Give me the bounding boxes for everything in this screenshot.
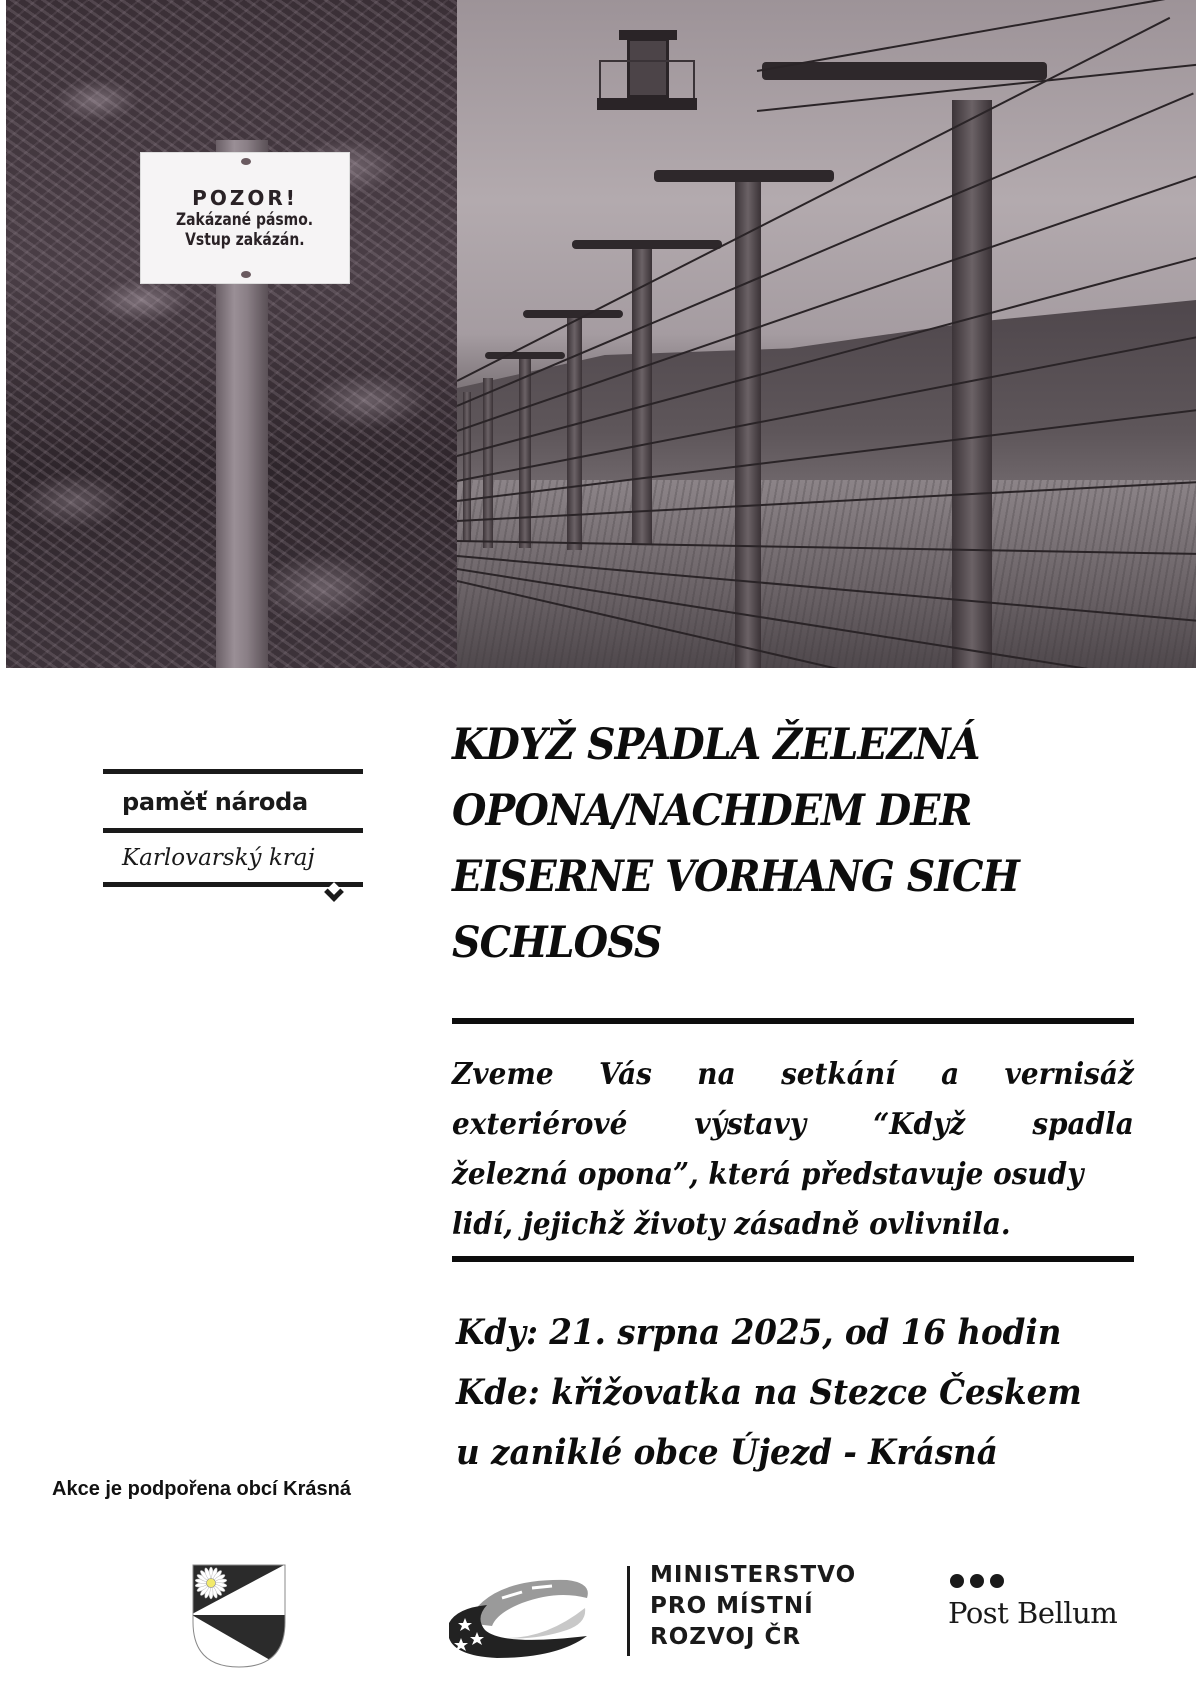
fence-crossbar (572, 240, 722, 249)
logo-name: paměť národa (122, 788, 308, 816)
word: “Když (873, 1107, 966, 1142)
title-line: KDYŽ SPADLA ŽELEZNÁ (452, 720, 980, 770)
word: spadla (1032, 1107, 1134, 1142)
intro-line (452, 1150, 1134, 1200)
ministry-emblem-icon (447, 1568, 595, 1658)
post-bellum-label: Post Bellum (948, 1596, 1118, 1630)
ministry-line: ROZVOJ ČR (650, 1624, 802, 1650)
support-note: Akce je podpořena obcí Krásná (52, 1478, 351, 1500)
warning-sign (140, 152, 350, 284)
hero-photos (6, 0, 1196, 668)
word: Vás (599, 1057, 652, 1092)
event-title (452, 712, 1096, 976)
logo-rule (103, 882, 363, 887)
word: výstavy (694, 1107, 807, 1142)
logo-region: Karlovarský kraj (122, 845, 315, 871)
rivet-icon (241, 271, 251, 278)
sign-line-1: POZOR! (192, 186, 298, 210)
ministry-line: MINISTERSTVO (650, 1562, 857, 1588)
word: Zveme (452, 1057, 554, 1092)
dot (950, 1574, 964, 1588)
ministry-logo (447, 1560, 867, 1650)
event-when: Kdy: 21. srpna 2025, od 16 hodin (456, 1312, 1062, 1353)
fence-crossbar (485, 352, 565, 359)
invitation-text (452, 1050, 1134, 1250)
word: na (697, 1057, 736, 1092)
three-dots-icon (950, 1574, 1117, 1588)
warning-sign-photo (6, 0, 457, 668)
pamet-naroda-logo (103, 769, 363, 887)
fence-crossbar (523, 310, 623, 318)
intro-line (452, 1200, 1134, 1250)
phrase: železná opona”, která představuje osudy (452, 1157, 1084, 1192)
fence-post (483, 378, 493, 548)
fence-post (519, 358, 531, 548)
krasna-coat-of-arms-icon (192, 1564, 286, 1668)
rivet-icon (241, 158, 251, 165)
event-where: Kde: křižovatka na Stezce Českem (456, 1372, 1082, 1413)
ministry-name (650, 1560, 856, 1653)
title-line: SCHLOSS (452, 918, 662, 968)
divider (452, 1018, 1134, 1024)
word: vernisáž (1004, 1057, 1134, 1092)
sign-line-2: Zakázané pásmo. (176, 210, 314, 230)
word: setkání (781, 1057, 896, 1092)
title-line: OPONA/NACHDEM DER (452, 786, 972, 836)
fence-crossbar (654, 170, 834, 182)
logo-bottom-rule (103, 882, 363, 887)
title-line: EISERNE VORHANG SICH (452, 852, 1020, 902)
intro-line (452, 1050, 1134, 1100)
word: a (941, 1057, 960, 1092)
ministry-line: PRO MÍSTNÍ (650, 1593, 814, 1619)
dot (990, 1574, 1004, 1588)
event-where-continued: u zaniklé obce Újezd - Krásná (456, 1432, 998, 1473)
dot (970, 1574, 984, 1588)
event-details (456, 1303, 1107, 1483)
word: exteriérové (452, 1107, 628, 1142)
watchtower-deck (597, 98, 697, 110)
fence-crossbar (762, 62, 1047, 80)
intro-line (452, 1100, 1134, 1150)
ministry-divider (627, 1566, 630, 1656)
post-bellum-logo (948, 1574, 1117, 1630)
phrase: lidí, jejichž životy zásadně ovlivnila. (452, 1207, 1011, 1242)
sign-line-3: Vstup zakázán. (185, 230, 305, 250)
divider (452, 1256, 1134, 1262)
watchtower-railing (599, 60, 695, 98)
border-fence-photo (457, 0, 1196, 668)
